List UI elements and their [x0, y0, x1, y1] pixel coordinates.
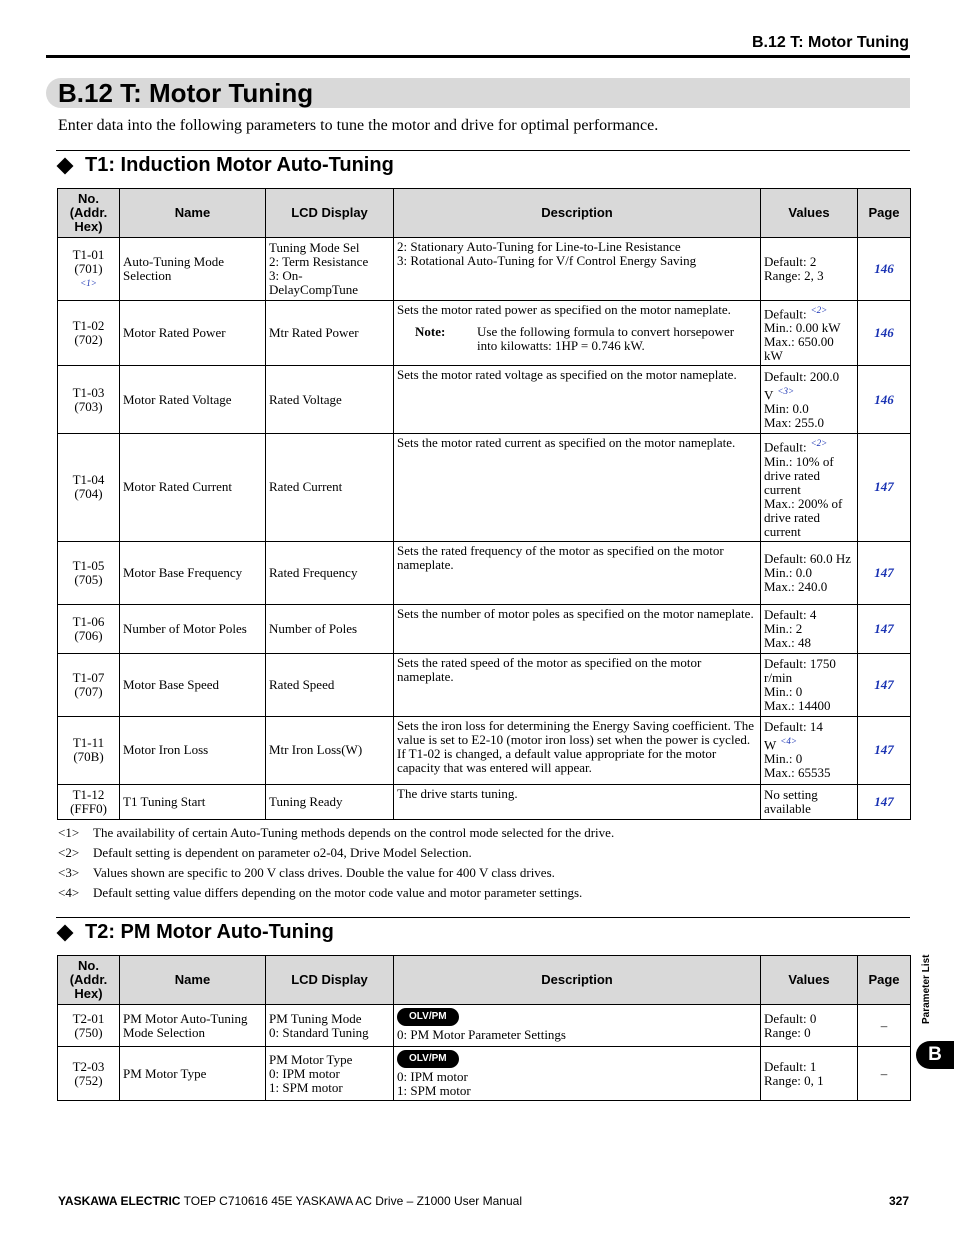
value-line	[764, 436, 854, 454]
param-number: T2-03	[72, 1058, 105, 1074]
value-line	[764, 1012, 854, 1026]
footnote-ref-link[interactable]: <3>	[777, 385, 795, 396]
table-row	[58, 301, 911, 366]
footnote-mark: <2>	[58, 845, 80, 860]
cell-lcd-display	[266, 784, 394, 819]
value-text: Default: 4	[764, 606, 817, 622]
cell-page-link[interactable]: 147	[858, 541, 911, 604]
t1-table-body	[58, 238, 911, 820]
param-address: (706)	[74, 627, 103, 643]
lcd-line: Mtr Iron Loss(W)	[269, 742, 363, 758]
param-address: (702)	[74, 332, 103, 348]
cell-description	[394, 716, 761, 784]
param-address: (750)	[74, 1024, 103, 1040]
value-text: Default: 0	[764, 1010, 817, 1026]
cell-page-link[interactable]: 147	[858, 434, 911, 541]
footnote-text: Default setting is dependent on parameter o2-04, Drive Model Selection.	[93, 845, 472, 860]
param-number: T1-11	[72, 735, 105, 751]
cell-param-name: PM Motor Auto-Tuning Mode Selection	[120, 1005, 266, 1047]
t1-parameter-table	[57, 188, 911, 820]
note	[415, 325, 757, 353]
t2-table-body	[58, 1005, 911, 1101]
cell-description	[394, 1047, 761, 1101]
description-line: Sets the motor rated voltage as specified on the motor nameplate.	[397, 367, 737, 383]
lcd-line: PM Tuning Mode	[269, 1010, 362, 1026]
cell-page-link[interactable]: 146	[858, 238, 911, 301]
value-line	[764, 685, 854, 699]
value-text: Default: 14 W	[764, 718, 823, 753]
value-text: Range: 0, 1	[764, 1072, 824, 1088]
value-text: Default:	[764, 306, 807, 322]
table-row	[58, 653, 911, 716]
value-line	[764, 552, 854, 566]
table-header-row	[58, 189, 911, 238]
footnote-text: Values shown are specific to 200 V class drives. Double the value for 400 V class drives.	[93, 865, 555, 880]
value-line	[764, 566, 854, 580]
page-title: B.12 T: Motor Tuning	[58, 78, 314, 108]
cell-page-link: –	[858, 1005, 911, 1047]
section-heading-t1	[56, 154, 394, 177]
cell-lcd-display	[266, 541, 394, 604]
cell-lcd-display	[266, 1047, 394, 1101]
table-row	[58, 238, 911, 301]
value-line	[764, 622, 854, 636]
footnote-text: The availability of certain Auto-Tuning methods depends on the control mode selected for the drive.	[93, 825, 615, 840]
cell-values	[761, 784, 858, 819]
lcd-line: Rated Voltage	[269, 391, 342, 407]
intro-text: Enter data into the following parameters to tune the motor and drive for optimal performance.	[58, 117, 659, 134]
col-header-name: Name	[120, 956, 266, 1005]
value-text: Min.: 0	[764, 683, 803, 699]
diamond-bullet-icon	[57, 157, 74, 174]
cell-param-name: Motor Iron Loss	[120, 716, 266, 784]
cell-param-name: PM Motor Type	[120, 1047, 266, 1101]
param-number: T1-02	[72, 318, 105, 334]
table-row	[58, 1005, 911, 1047]
lcd-line: Mtr Rated Power	[269, 325, 359, 341]
value-text: Min.: 2	[764, 620, 803, 636]
cell-param-name: T1 Tuning Start	[120, 784, 266, 819]
footnote	[58, 885, 582, 901]
value-text: Min.: 0	[764, 751, 803, 767]
value-text: Min.: 0.00 kW	[764, 320, 841, 336]
header-rule	[46, 55, 910, 58]
value-line	[764, 370, 854, 402]
cell-param-number	[58, 1047, 120, 1101]
value-text: Default: 2	[764, 254, 817, 269]
footnote-mark: <4>	[58, 885, 80, 900]
value-line	[764, 699, 854, 713]
cell-param-number	[58, 301, 120, 366]
cell-lcd-display	[266, 716, 394, 784]
cell-values	[761, 716, 858, 784]
value-line	[764, 766, 854, 780]
param-number: T1-03	[72, 384, 105, 400]
description-line: 1: SPM motor	[397, 1083, 471, 1098]
value-line	[764, 636, 854, 650]
footnote-ref-link[interactable]: <4>	[780, 735, 797, 746]
col-header-description: Description	[394, 956, 761, 1005]
footnote-text: Default setting value differs depending on the motor code value and motor parameter settings.	[93, 885, 583, 900]
value-text: Range: 2, 3	[764, 268, 824, 283]
description-line: Sets the number of motor poles as specified on the motor nameplate.	[397, 605, 754, 621]
lcd-line: 3: On-DelayCompTune	[269, 268, 359, 297]
cell-lcd-display	[266, 366, 394, 434]
cell-page-link[interactable]: 147	[858, 653, 911, 716]
cell-values	[761, 541, 858, 604]
table-row	[58, 784, 911, 819]
cell-param-name: Motor Rated Voltage	[120, 366, 266, 434]
param-number: T1-01	[72, 247, 105, 262]
value-line	[764, 269, 854, 283]
cell-page-link: –	[858, 1047, 911, 1101]
table-header-row	[58, 956, 911, 1005]
param-number: T1-12	[72, 786, 105, 802]
value-text: Default: 1	[764, 1058, 817, 1074]
table-row	[58, 434, 911, 541]
col-header-page: Page	[858, 956, 911, 1005]
value-line	[764, 788, 854, 816]
value-text: Range: 0	[764, 1024, 811, 1040]
cell-param-name: Motor Rated Power	[120, 301, 266, 366]
cell-page-link[interactable]: 147	[858, 784, 911, 819]
value-text: Min.: 0.0	[764, 564, 813, 580]
cell-lcd-display	[266, 653, 394, 716]
section-rule	[56, 917, 910, 918]
footnote-ref-link[interactable]: <2>	[810, 438, 828, 449]
value-line	[764, 321, 854, 335]
cell-description	[394, 238, 761, 301]
cell-page-link[interactable]: 147	[858, 716, 911, 784]
value-text: Max.: 650.00 kW	[764, 334, 834, 364]
cell-description	[394, 1005, 761, 1047]
param-address: (704)	[74, 486, 103, 502]
value-line	[764, 752, 854, 766]
description-line: 2: Stationary Auto-Tuning for Line-to-Line Resistance	[397, 239, 681, 254]
col-header-values: Values	[761, 189, 858, 238]
cell-page-link[interactable]: 147	[858, 604, 911, 653]
param-address: (707)	[74, 683, 103, 699]
footer-doc: TOEP C710616 45E YASKAWA AC Drive – Z1000 User Manual	[183, 1194, 522, 1208]
cell-values	[761, 653, 858, 716]
value-text: Default: 60.0 Hz	[764, 550, 852, 566]
cell-description	[394, 434, 761, 541]
cell-values	[761, 1047, 858, 1101]
value-text: Min.: 10% of drive rated current	[764, 453, 834, 497]
lcd-line: Number of Poles	[269, 620, 358, 636]
value-line	[764, 255, 854, 269]
cell-param-number	[58, 238, 120, 301]
cell-lcd-display	[266, 301, 394, 366]
value-line	[764, 1074, 854, 1088]
param-address: (701)	[74, 261, 103, 276]
cell-page-link[interactable]: 146	[858, 366, 911, 434]
footnote	[58, 825, 614, 841]
note-text: Use the following formula to convert horsepower into kilowatts: 1HP = 0.746 kW.	[477, 324, 735, 353]
footnote	[58, 845, 472, 861]
footer-brand: YASKAWA ELECTRIC	[58, 1194, 181, 1208]
value-line	[764, 497, 854, 539]
cell-param-number	[58, 716, 120, 784]
description-line: 3: Rotational Auto-Tuning for V/f Control Energy Saving	[397, 253, 697, 268]
description-line: Sets the motor rated power as specified on the motor nameplate.	[397, 302, 731, 317]
cell-description	[394, 604, 761, 653]
cell-values	[761, 301, 858, 366]
cell-lcd-display	[266, 604, 394, 653]
cell-page-link[interactable]: 146	[858, 301, 911, 366]
description-line: The drive starts tuning.	[397, 785, 518, 801]
cell-values	[761, 1005, 858, 1047]
param-number: T1-04	[72, 472, 105, 488]
table-row	[58, 1047, 911, 1101]
value-line	[764, 335, 854, 363]
col-header-no: No. (Addr. Hex)	[58, 189, 120, 238]
col-header-lcd: LCD Display	[266, 956, 394, 1005]
value-text: No setting available	[764, 786, 818, 816]
cell-values	[761, 238, 858, 301]
cell-param-name: Motor Base Speed	[120, 653, 266, 716]
cell-param-number	[58, 541, 120, 604]
lcd-line: Rated Frequency	[269, 564, 358, 580]
description-line: Sets the rated speed of the motor as specified on the motor nameplate.	[397, 654, 702, 684]
cell-description	[394, 784, 761, 819]
param-number: T1-06	[72, 613, 105, 629]
diamond-bullet-icon	[57, 924, 74, 941]
value-text: Max.: 240.0	[764, 578, 828, 594]
control-mode-badge: OLV/PM	[397, 1050, 459, 1068]
value-line	[764, 455, 854, 497]
value-line	[764, 416, 854, 430]
lcd-line: Tuning Ready	[269, 793, 343, 809]
table-row	[58, 541, 911, 604]
value-text: Default: 1750 r/min	[764, 655, 836, 685]
description-line: Sets the iron loss for determining the Energy Saving coefficient. The value is set to E2-10 (motor iron loss) set when the power is cycled. If T1-02 is changed, a default value appropriate for the motor capacity that was entered will appear.	[397, 717, 755, 775]
lcd-line: PM Motor Type	[269, 1051, 353, 1067]
footer	[58, 1194, 522, 1208]
cell-param-number	[58, 366, 120, 434]
cell-description	[394, 301, 761, 366]
param-address: (752)	[74, 1072, 103, 1088]
cell-param-number	[58, 653, 120, 716]
param-number: T1-05	[72, 557, 105, 573]
lcd-line: 0: Standard Tuning	[269, 1024, 369, 1040]
section-heading-text: T1: Induction Motor Auto-Tuning	[85, 154, 394, 176]
value-line	[764, 303, 854, 321]
cell-values	[761, 434, 858, 541]
side-tab[interactable]: B	[916, 1041, 954, 1069]
footnote-ref-link[interactable]: <2>	[810, 305, 828, 315]
cell-values	[761, 604, 858, 653]
cell-param-number	[58, 604, 120, 653]
param-address: (705)	[74, 571, 103, 587]
cell-lcd-display	[266, 1005, 394, 1047]
footnote-ref-link[interactable]: <1>	[80, 278, 97, 288]
value-line	[764, 608, 854, 622]
value-line	[764, 580, 854, 594]
param-address: (FFF0)	[70, 800, 107, 816]
param-address: (703)	[74, 398, 103, 414]
value-line	[764, 657, 854, 685]
lcd-line: 1: SPM motor	[269, 1079, 343, 1095]
table-row	[58, 366, 911, 434]
description-line: Sets the motor rated current as specified on the motor nameplate.	[397, 435, 736, 451]
control-mode-badge: OLV/PM	[397, 1008, 459, 1026]
side-tab-label: Parameter List	[921, 954, 932, 1024]
cell-param-name: Number of Motor Poles	[120, 604, 266, 653]
value-text: Max: 255.0	[764, 414, 824, 430]
cell-lcd-display	[266, 434, 394, 541]
value-line	[764, 1026, 854, 1040]
value-text: Min: 0.0	[764, 400, 809, 416]
lcd-line: Rated Current	[269, 479, 343, 495]
description-line: 0: PM Motor Parameter Settings	[397, 1027, 566, 1042]
page-number: 327	[888, 1194, 909, 1208]
value-text: Default:	[764, 439, 807, 455]
footnote-mark: <3>	[58, 865, 80, 880]
lcd-line: Rated Speed	[269, 676, 335, 692]
table-row	[58, 716, 911, 784]
value-line	[764, 720, 854, 752]
param-number: T1-07	[72, 669, 105, 685]
lcd-line: 2: Term Resistance	[269, 254, 369, 269]
cell-description	[394, 366, 761, 434]
col-header-name: Name	[120, 189, 266, 238]
cell-param-name: Motor Base Frequency	[120, 541, 266, 604]
description-line: Sets the rated frequency of the motor as specified on the motor nameplate.	[397, 542, 724, 572]
col-header-no: No. (Addr. Hex)	[58, 956, 120, 1005]
cell-param-number	[58, 784, 120, 819]
col-header-description: Description	[394, 189, 761, 238]
lcd-line: Tuning Mode Sel	[269, 240, 360, 255]
section-heading-text: T2: PM Motor Auto-Tuning	[85, 921, 334, 943]
lcd-line: 0: IPM motor	[269, 1065, 340, 1081]
value-text: Max.: 14400	[764, 697, 831, 713]
cell-values	[761, 366, 858, 434]
t2-parameter-table	[57, 955, 911, 1101]
section-heading-t2	[56, 921, 334, 944]
cell-param-name: Auto-Tuning Mode Selection	[120, 238, 266, 301]
cell-param-number	[58, 1005, 120, 1047]
value-text: Max.: 65535	[764, 765, 831, 781]
cell-lcd-display	[266, 238, 394, 301]
value-line	[764, 1060, 854, 1074]
cell-param-number	[58, 434, 120, 541]
running-header: B.12 T: Motor Tuning	[751, 34, 909, 51]
value-text: Default: 200.0 V	[764, 368, 840, 402]
cell-param-name: Motor Rated Current	[120, 434, 266, 541]
param-number: T2-01	[72, 1010, 105, 1026]
value-line	[764, 402, 854, 416]
col-header-values: Values	[761, 956, 858, 1005]
value-text: Max.: 48	[764, 634, 811, 650]
cell-description	[394, 653, 761, 716]
footnote-mark: <1>	[58, 825, 80, 840]
value-text: Max.: 200% of drive rated current	[764, 495, 843, 539]
param-address: (70B)	[73, 749, 104, 765]
cell-description	[394, 541, 761, 604]
col-header-lcd: LCD Display	[266, 189, 394, 238]
col-header-page: Page	[858, 189, 911, 238]
note-label: Note:	[415, 324, 446, 339]
table-row	[58, 604, 911, 653]
description-line: 0: IPM motor	[397, 1069, 468, 1084]
footnote	[58, 865, 555, 881]
section-rule	[56, 150, 910, 151]
